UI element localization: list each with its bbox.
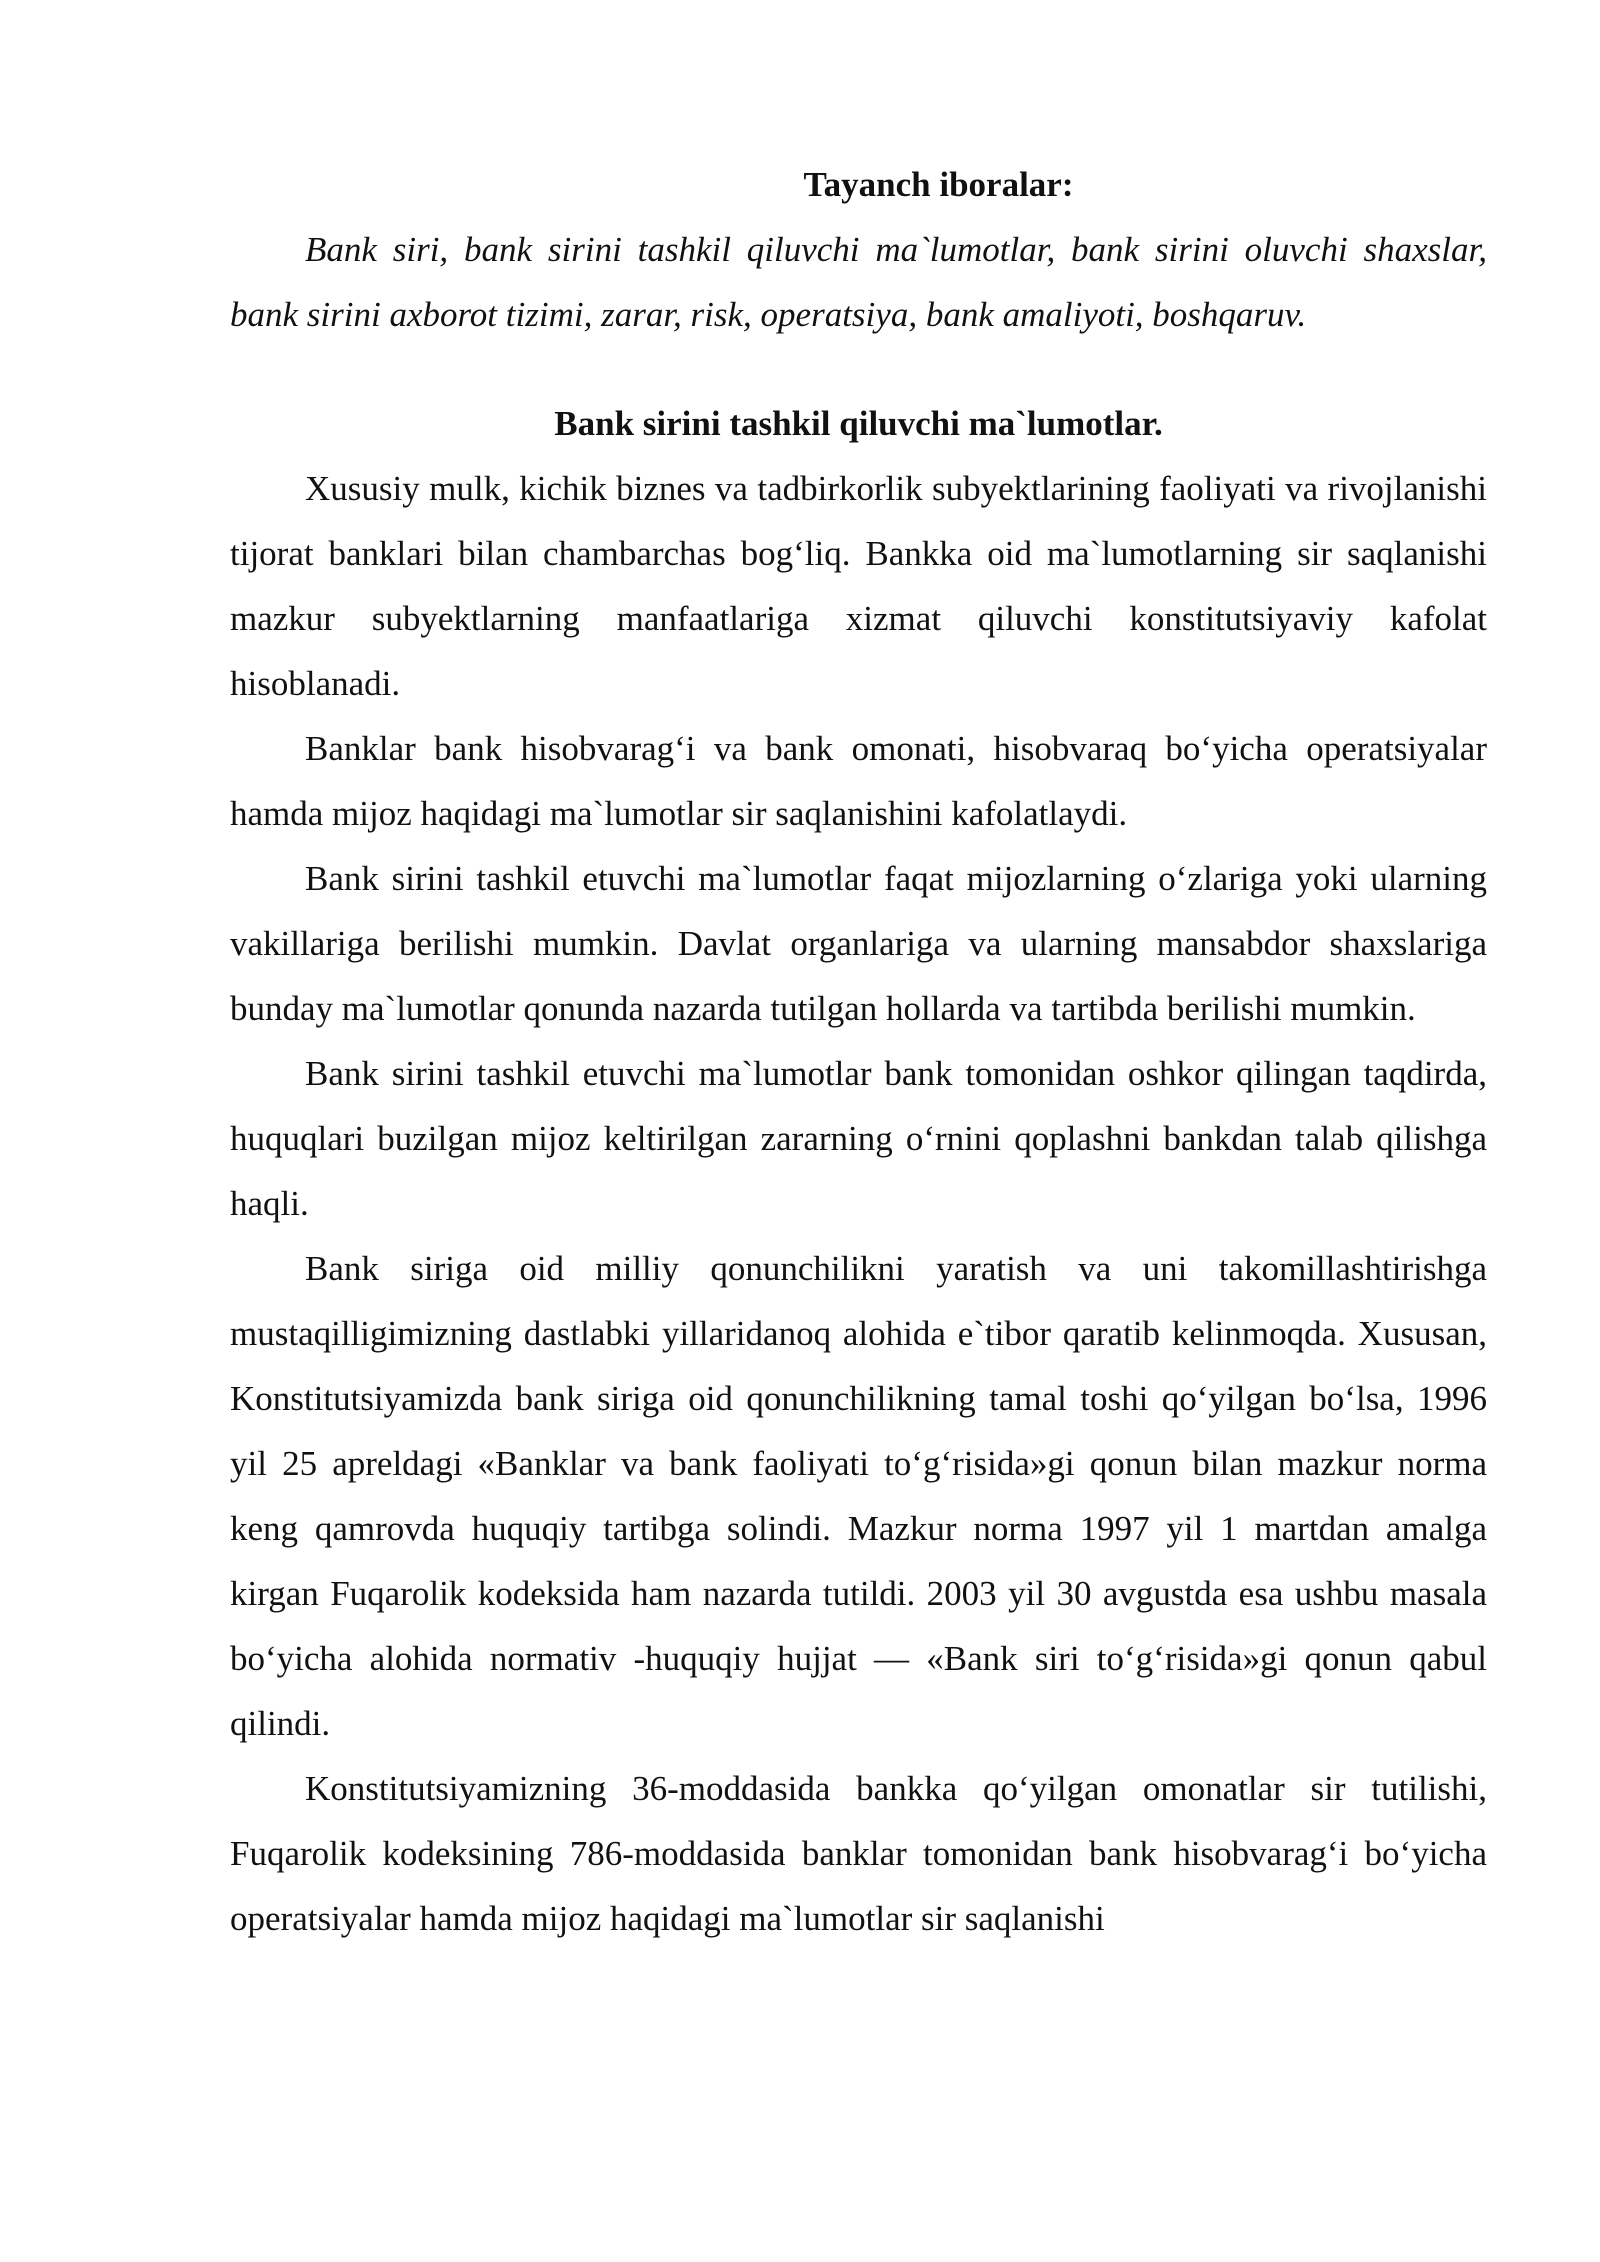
- paragraph: Xususiy mulk, kichik biznes va tadbirkorlik subyektlarining faoliyati va rivojlanishi tijorat banklari bilan chambarchas bog‘liq. Bankka oid ma`lumotlarning sir saqlanishi mazkur subyektlarning manfaatlariga xizmat qiluvchi konstitutsiyaviy kafolat hisoblanadi.: [230, 469, 1487, 703]
- paragraph: Bank sirini tashkil etuvchi ma`lumotlar faqat mijozlarning o‘zlariga yoki ularning vakillariga berilishi mumkin. Davlat organlariga va ularning mansabdor shaxslariga bunday ma`lumotlar qonunda nazarda tutilgan hollarda va tartibda berilishi mumkin.: [230, 859, 1487, 1028]
- document-page: [230, 152, 1487, 1951]
- paragraph: Banklar bank hisobvarag‘i va bank omonati, hisobvaraq bo‘yicha operatsiyalar hamda mijoz haqidagi ma`lumotlar sir saqlanishini kafolatlaydi.: [230, 729, 1487, 833]
- section-gap: [230, 347, 1487, 391]
- section-heading: Bank sirini tashkil qiluvchi ma`lumotlar.: [554, 404, 1163, 443]
- keywords-heading: Tayanch iboralar:: [803, 165, 1074, 204]
- keywords-text: Bank siri, bank sirini tashkil qiluvchi ma`lumotlar, bank sirini oluvchi shaxslar, bank sirini axborot tizimi, zarar, risk, operatsiya, bank amaliyoti, boshqaruv.: [230, 230, 1487, 334]
- paragraph: Bank sirini tashkil etuvchi ma`lumotlar bank tomonidan oshkor qilingan taqdirda, huquqlari buzilgan mijoz keltirilgan zararning o‘rnini qoplashni bankdan talab qilishga haqli.: [230, 1054, 1487, 1223]
- paragraph: Bank siriga oid milliy qonunchilikni yaratish va uni takomillashtirishga mustaqilligimizning dastlabki yillaridanoq alohida e`tibor qaratib kelinmoqda. Xususan, Konstitutsiyamizda bank siriga oid qonunchilikning tamal toshi qo‘yilgan bo‘lsa, 1996 yil 25 apreldagi «Banklar va bank faoliyati to‘g‘risida»gi qonun bilan mazkur norma keng qamrovda huquqiy tartibga solindi. Mazkur norma 1997 yil 1 martdan amalga kirgan Fuqarolik kodeksida ham nazarda tutildi. 2003 yil 30 avgustda esa ushbu masala bo‘yicha alohida normativ -huquqiy hujjat — «Bank siri to‘g‘risida»gi qonun qabul qilindi.: [230, 1249, 1487, 1743]
- paragraph: Konstitutsiyamizning 36-moddasida bankka qo‘yilgan omonatlar sir tutilishi, Fuqarolik kodeksining 786-moddasida banklar tomonidan bank hisobvarag‘i bo‘yicha operatsiyalar hamda mijoz haqidagi ma`lumotlar sir saqlanishi: [230, 1769, 1487, 1938]
